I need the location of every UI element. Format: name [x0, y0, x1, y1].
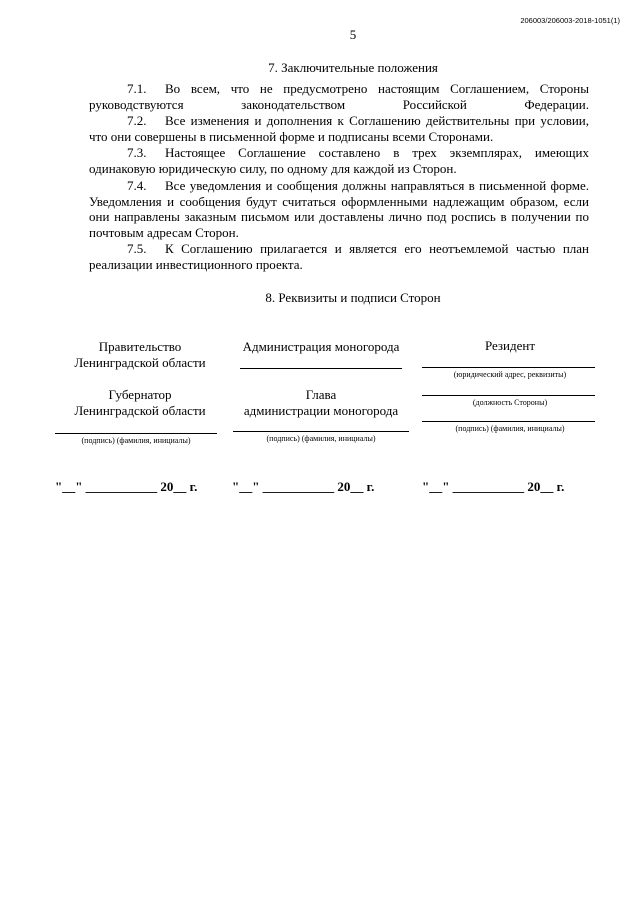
position-caption: (должность Стороны)	[472, 398, 548, 407]
paragraph-7-2	[89, 113, 589, 144]
position-line	[422, 395, 595, 396]
date-field: "__" ___________ 20__ г.	[55, 479, 198, 494]
party-line	[240, 368, 402, 369]
paragraph-7-3	[89, 145, 589, 176]
signer-line-2: Ленинградской области	[74, 403, 206, 418]
paragraph-number: 7.4.	[127, 178, 147, 193]
paragraph-text: Все изменения и дополнения к Соглашению действительны при условии, что они совершены в письменной форме и подписаны всеми Сторонами.	[89, 113, 589, 144]
paragraph-text: К Соглашению прилагается и является его неотъемлемой частью план реализации инвестиционного проекта.	[89, 241, 589, 272]
paragraph-number: 7.5.	[127, 241, 147, 256]
signature-line	[233, 431, 409, 432]
party-resident: Резидент	[484, 338, 536, 353]
page-number: 5	[349, 27, 357, 42]
document-id: 206003/206003-2018-1051(1)	[520, 16, 620, 25]
signature-caption: (подпись) (фамилия, инициалы)	[81, 436, 191, 445]
signer-line-2: администрации моногорода	[243, 403, 399, 418]
date-field: "__" ___________ 20__ г.	[422, 479, 565, 494]
section-7-title: 7. Заключительные положения	[268, 60, 438, 75]
paragraph-7-1	[89, 81, 589, 112]
paragraph-7-4	[89, 178, 589, 240]
party-government	[50, 339, 230, 371]
party-administration: Администрация моногорода	[242, 339, 400, 354]
signer-line-1: Губернатор	[108, 387, 172, 402]
signer-line-1: Глава	[305, 387, 337, 402]
address-caption: (юридический адрес, реквизиты)	[453, 370, 567, 379]
address-line	[422, 367, 595, 368]
signature-line	[55, 433, 217, 434]
signer-governor	[50, 387, 230, 419]
party-line-2: Ленинградской области	[74, 355, 206, 370]
signature-caption: (подпись) (фамилия, инициалы)	[266, 434, 376, 443]
paragraph-number: 7.1.	[127, 81, 147, 96]
signature-caption: (подпись) (фамилия, инициалы)	[455, 424, 565, 433]
paragraph-text: Настоящее Соглашение составлено в трех экземплярах, имеющих одинаковую юридическую силу, по одному для каждой из Сторон.	[89, 145, 589, 176]
paragraph-7-5	[89, 241, 589, 272]
paragraph-text: Во всем, что не предусмотрено настоящим Соглашением, Стороны руководствуются законодательством Российской Федерации.	[89, 81, 589, 112]
paragraph-number: 7.2.	[127, 113, 147, 128]
paragraph-text: Все уведомления и сообщения должны направляться в письменной форме. Уведомления и сообщения будут считаться оформленными надлежащим образом, если они направлены заказным письмом или доставлены лично под роспись в получении по почтовым адресам Сторон.	[89, 178, 589, 240]
party-line-1: Правительство	[98, 339, 182, 354]
date-field: "__" ___________ 20__ г.	[232, 479, 375, 494]
section-8-title: 8. Реквизиты и подписи Сторон	[265, 290, 441, 305]
paragraph-number: 7.3.	[127, 145, 147, 160]
signer-head	[228, 387, 414, 419]
signature-line	[422, 421, 595, 422]
